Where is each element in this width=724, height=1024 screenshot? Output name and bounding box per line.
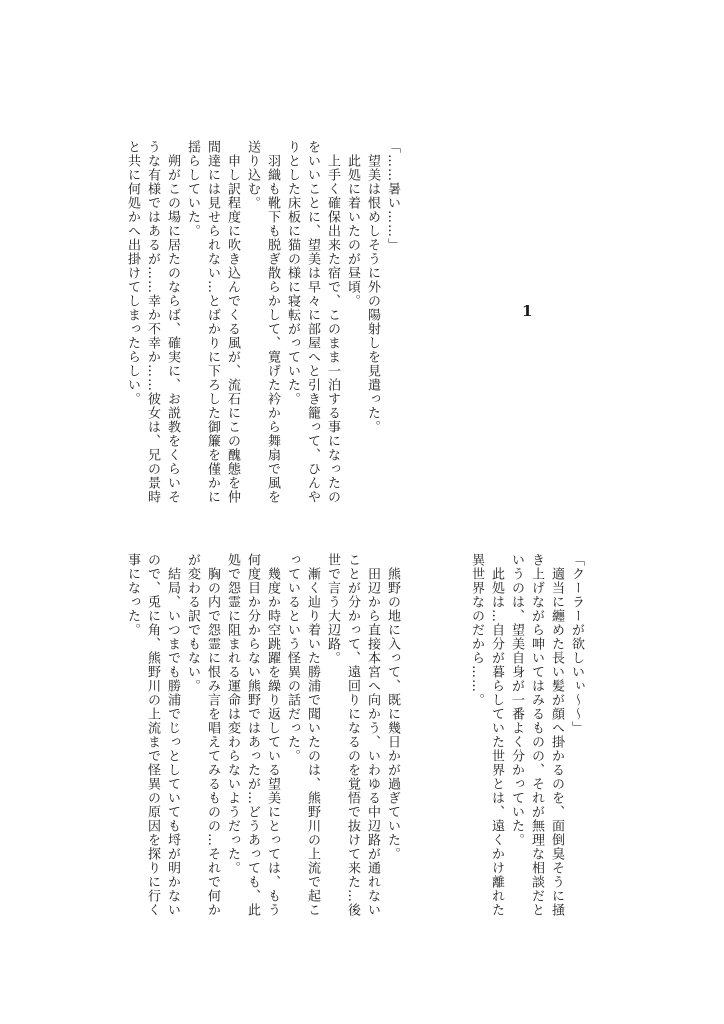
text-line: 世で言う大辺路。 xyxy=(325,553,340,665)
text-line: いうのは、望美自身が一番よく分かっていた。 xyxy=(509,553,524,847)
text-line: 結局、いつまでも勝浦でじっとしていても埒が明かない xyxy=(165,553,180,917)
page-number: 1 xyxy=(522,302,533,320)
text-line: 申し訳程度に吹き込んでくる風が、流石にこの醜態を仲 xyxy=(225,140,240,504)
text-line: 胸の内で怨霊に恨み言を唱えてみるものの…それで何か xyxy=(205,553,220,917)
text-line: ので、兎に角、熊野川の上流まで怪異の原因を探りに行く xyxy=(145,553,160,917)
text-line: 幾度か時空跳躍を繰り返している望美にとっては、もう xyxy=(265,553,280,917)
text-line: うな有様ではあるが……幸か不幸か……彼女は、兄の景時 xyxy=(145,140,160,504)
text-line: 羽織も靴下も脱ぎ散らかして、寛げた衿から舞扇で風を xyxy=(265,140,280,504)
text-line: が変わる訳でもない。 xyxy=(185,553,200,693)
text-line: 「……暑い……」 xyxy=(385,140,400,252)
text-line: 望美は恨めしそうに外の陽射しを見遣った。 xyxy=(365,140,380,434)
text-line: ことが分かって、遠回りになるのを覚悟で抜けて来た…後 xyxy=(345,553,360,917)
text-line: 揺らしていた。 xyxy=(185,140,200,238)
text-line: 朔がこの場に居たのならば、確実に、お説教をくらいそ xyxy=(165,140,180,504)
text-line: と共に何処かへ出掛けてしまったらしい。 xyxy=(125,140,140,406)
text-line: 漸く辿り着いた勝浦で聞いたのは、熊野川の上流で起こ xyxy=(305,553,320,917)
text-line: 田辺から直接本宮へ向かう、いわゆる中辺路が通れない xyxy=(365,553,380,917)
text-block-lower-left xyxy=(122,553,402,917)
text-line: 処で怨霊に阻まれる運命は変わらないようだった。 xyxy=(225,553,240,875)
text-line: 「クーラーが欲しいぃ～～」 xyxy=(569,553,584,735)
text-line: 適当に纏めた長い髪が顔へ掛かるのを、面倒臭そうに掻 xyxy=(549,553,564,917)
text-block-upper xyxy=(122,140,402,520)
text-line: 此処に着いたのが昼頃。 xyxy=(345,140,360,308)
text-line: 此処は…自分が暮らしていた世界とは、遠くかけ離れた xyxy=(489,553,504,917)
text-line: き上げながら呻いてはみるものの、それが無理な相談だと xyxy=(529,553,544,917)
text-line: 送り込む。 xyxy=(245,140,260,210)
text-line: をいいことに、望美は早々に部屋へと引き籠って、ひんや xyxy=(305,140,320,504)
text-line: りとした床板に猫の様に寝転がっていた。 xyxy=(285,140,300,406)
text-line: 事になった。 xyxy=(125,553,140,637)
text-line: 熊野の地に入って、既に幾日かが過ぎていた。 xyxy=(385,553,400,861)
text-line: 上手く確保出来た宿で、このまま一泊する事になったの xyxy=(325,140,340,504)
text-line: っているという怪異の話だった。 xyxy=(285,553,300,763)
text-block-lower-right xyxy=(466,553,586,917)
text-line: 間達には見せられない…とばかりに下ろした御簾を僅かに xyxy=(205,140,220,504)
text-line: 何度目か分からない熊野ではあったが…どうあっても、此 xyxy=(245,553,260,917)
text-line: 異世界なのだから……。 xyxy=(469,553,484,707)
